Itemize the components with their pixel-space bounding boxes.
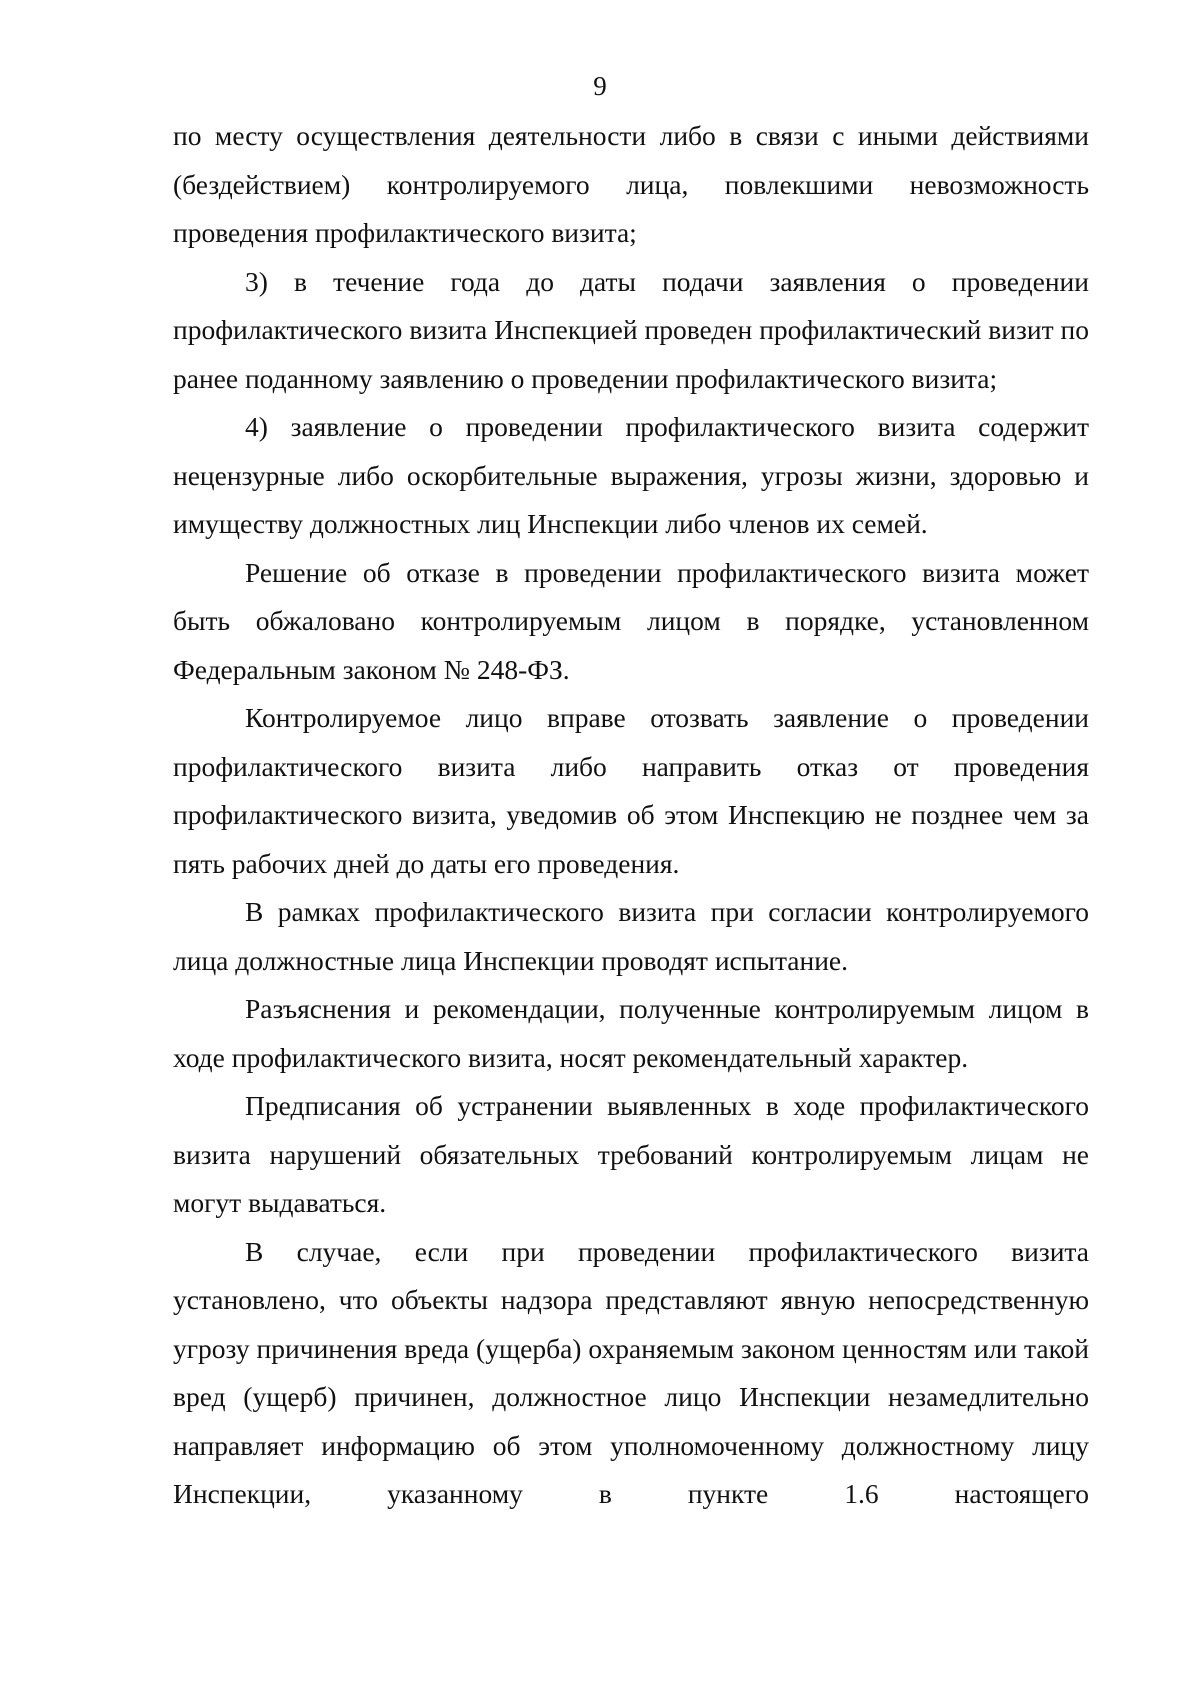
paragraph-testing: В рамках профилактического визита при согласии контролируемого лица должностные лица Инспекции проводят испытание. bbox=[173, 896, 1089, 976]
paragraph-prescriptions: Предписания об устранении выявленных в ходе профилактического визита нарушений обязательных требований контролируемым лицам не могут выдаваться. bbox=[173, 1090, 1089, 1218]
paragraph-recommendations: Разъяснения и рекомендации, полученные контролируемым лицом в ходе профилактического визита, носят рекомендательный характер. bbox=[173, 993, 1089, 1073]
paragraph-refusal-appeal: Решение об отказе в проведении профилактического визита может быть обжаловано контролируемым лицом в порядке, установленном Федеральным законом № 248-ФЗ. bbox=[173, 556, 1089, 685]
paragraph-threat-case: В случае, если при проведении профилактического визита установлено, что объекты надзора представляют явную непосредственную угрозу причинения вреда (ущерба) охраняемым законом ценностям или такой вред (ущерб) причинен, должностное лицо Инспекции незамедлительно направляет информацию об этом уполномоченному должностному лицу Инспекции, указанному в пункте 1.6 настоящего bbox=[173, 1235, 1089, 1509]
page-number: 9 bbox=[593, 71, 607, 101]
document-body bbox=[173, 112, 1089, 1519]
paragraph-item-3: 3) в течение года до даты подачи заявления о проведении профилактического визита Инспекцией проведен профилактический визит по ранее поданному заявлению о проведении профилактического визита; bbox=[173, 265, 1089, 394]
paragraph-withdrawal: Контролируемое лицо вправе отозвать заявление о проведении профилактического визита либо направить отказ от проведения профилактического визита, уведомив об этом Инспекцию не позднее чем за пять рабочих дней до даты его проведения. bbox=[173, 702, 1089, 879]
paragraph-continuation: по месту осуществления деятельности либо в связи с иными действиями (бездействием) контролируемого лица, повлекшими невозможность проведения профилактического визита; bbox=[173, 120, 1089, 248]
paragraph-item-4: 4) заявление о проведении профилактического визита содержит нецензурные либо оскорбительные выражения, угрозы жизни, здоровью и имуществу должностных лиц Инспекции либо членов их семей. bbox=[173, 411, 1089, 539]
